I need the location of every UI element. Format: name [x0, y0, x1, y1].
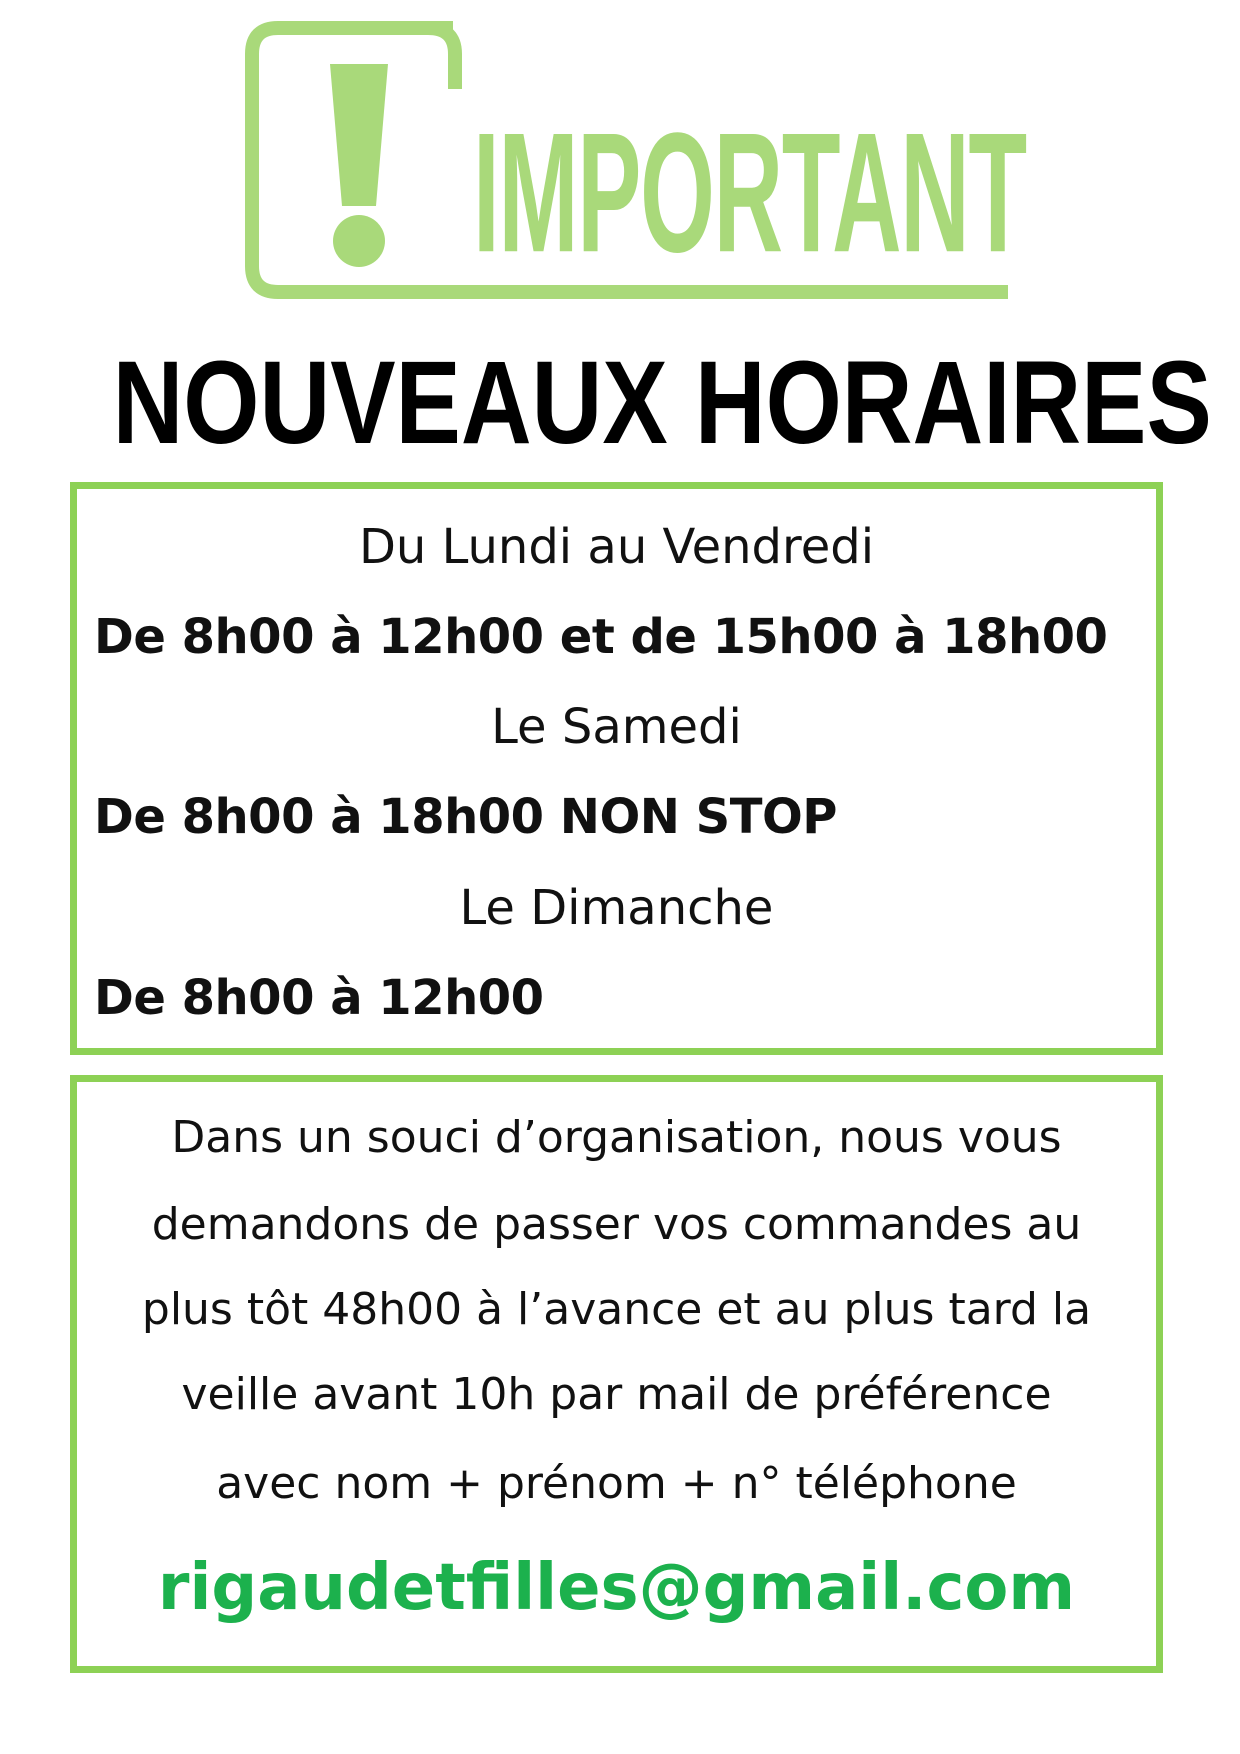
- page-title-text: NOUVEAUX HORAIRES: [112, 337, 1212, 469]
- ordering-notice-box: [70, 1075, 1163, 1673]
- weekdays-hours: De 8h00 à 12h00 et de 15h00 à 18h00: [94, 609, 1108, 665]
- weekdays-label: Du Lundi au Vendredi: [358, 519, 875, 575]
- notice-line: avec nom + prénom + n° téléphone: [216, 1458, 1017, 1509]
- notice-line: plus tôt 48h00 à l’avance et au plus tard la: [141, 1284, 1092, 1335]
- opening-hours-box: [70, 482, 1163, 1055]
- sunday-hours: De 8h00 à 12h00: [94, 970, 544, 1026]
- sunday-label: Le Dimanche: [459, 880, 774, 936]
- notice-line: demandons de passer vos commandes au: [151, 1199, 1082, 1250]
- notice-line: Dans un souci d’organisation, nous vous: [171, 1112, 1062, 1163]
- contact-email[interactable]: rigaudetfilles@gmail.com: [157, 1551, 1076, 1625]
- important-banner: [238, 14, 1026, 314]
- page-title: [0, 338, 1240, 468]
- saturday-label: Le Samedi: [491, 699, 742, 755]
- saturday-hours: De 8h00 à 18h00 NON STOP: [94, 789, 837, 845]
- important-word: IMPORTANT: [473, 97, 1026, 288]
- notice-line: veille avant 10h par mail de préférence: [181, 1369, 1052, 1420]
